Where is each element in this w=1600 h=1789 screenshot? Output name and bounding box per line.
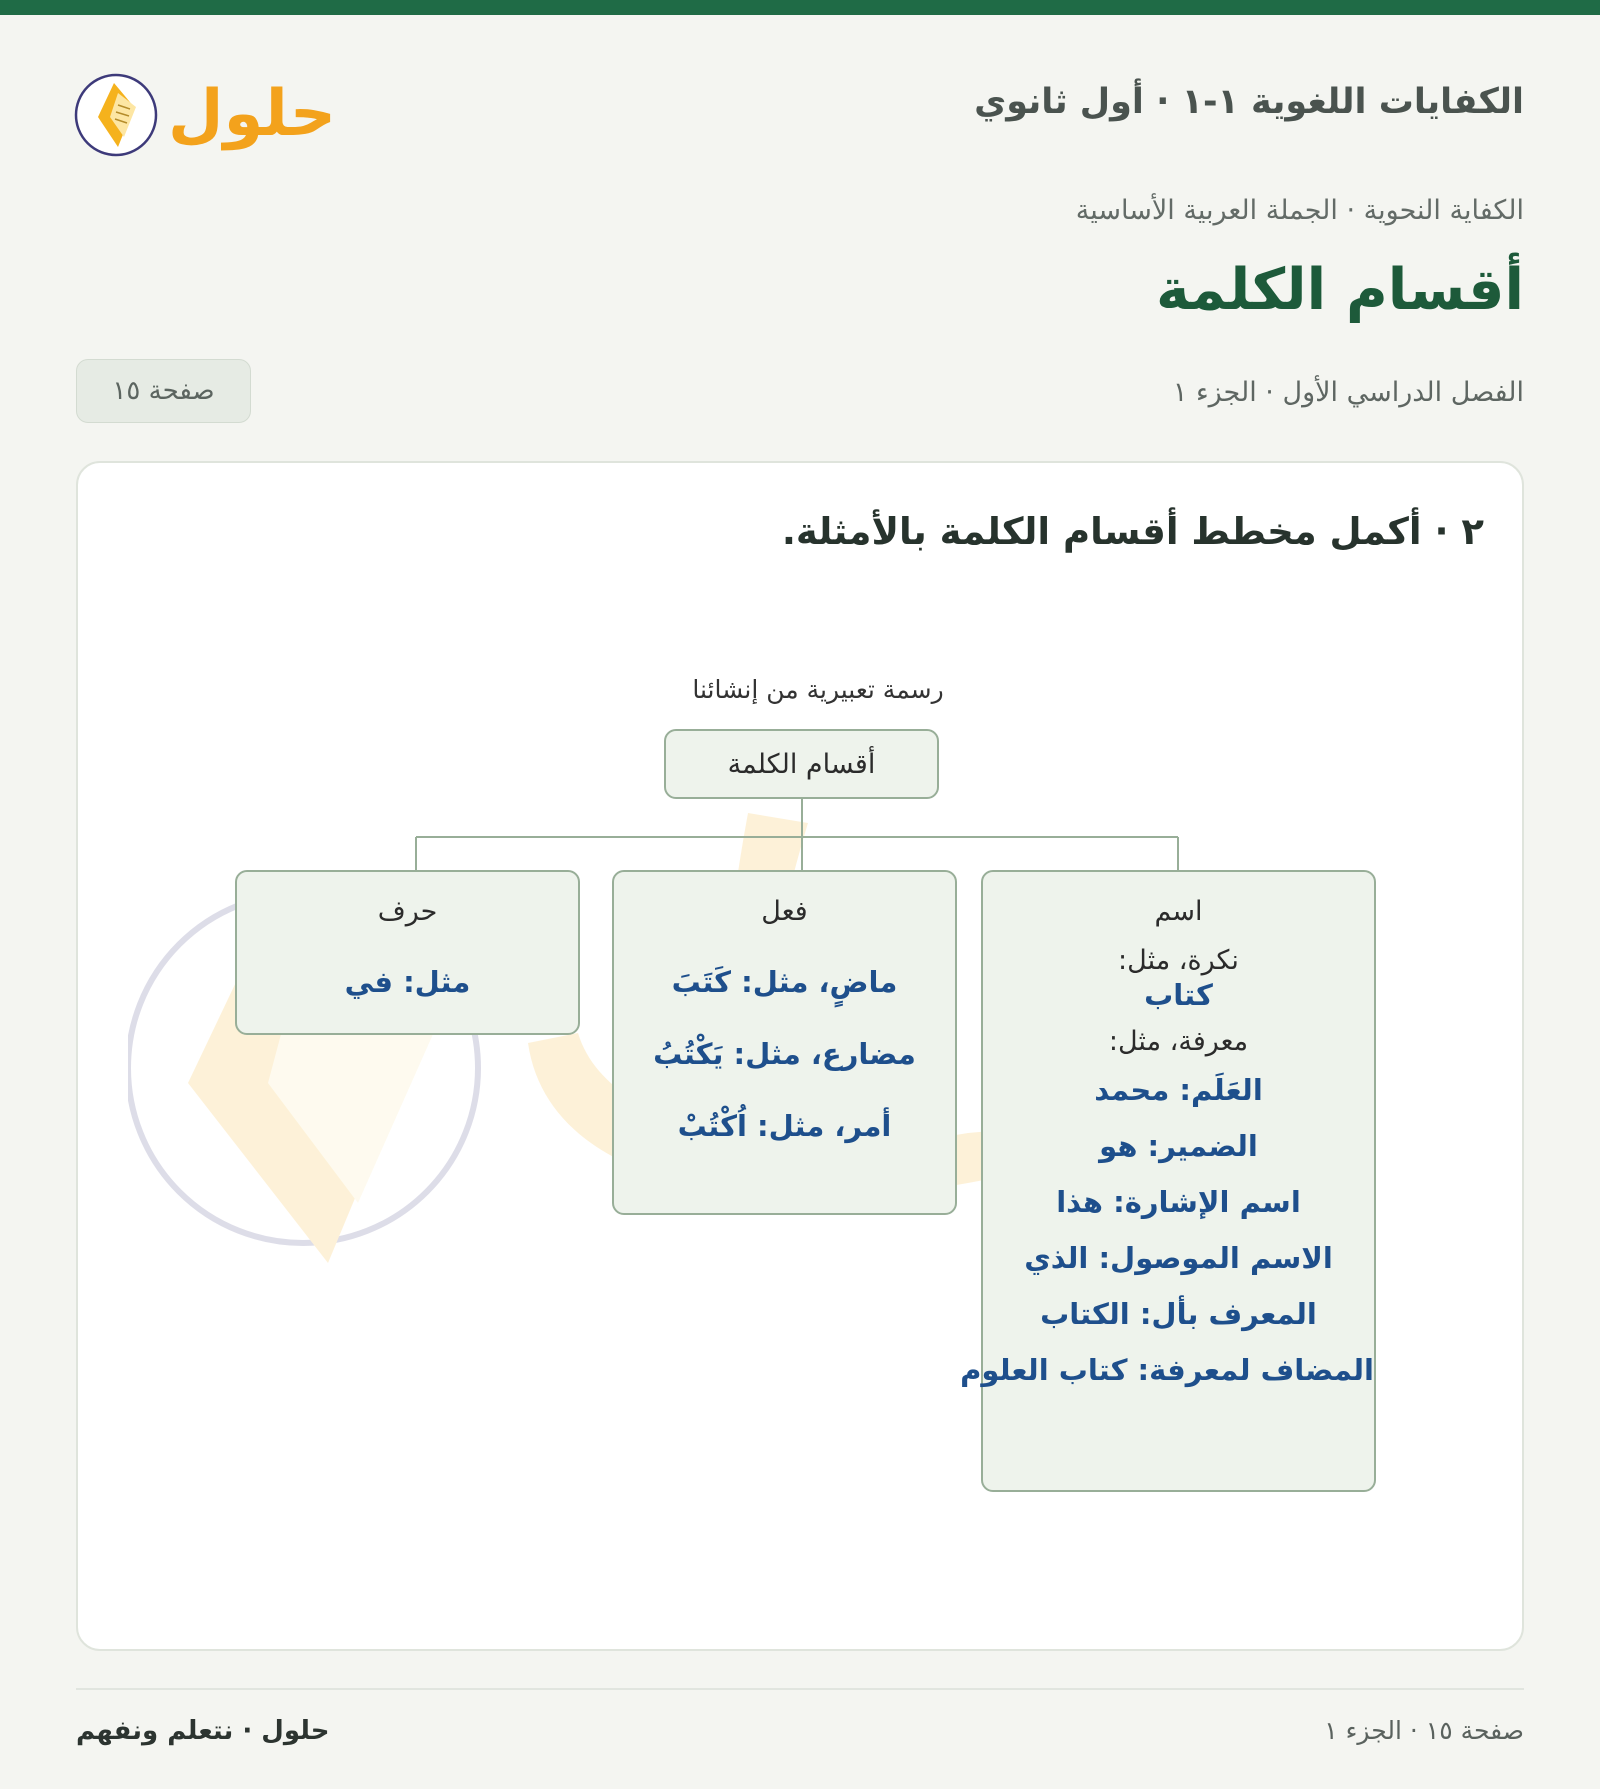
footer-page-info: صفحة ١٥ · الجزء ١: [1324, 1716, 1524, 1745]
verb-example: أمر، مثل: اُكْتُبْ: [677, 1109, 892, 1143]
particle-title: حرف: [377, 896, 438, 927]
hulool-logo: [74, 55, 334, 160]
verb-example: ماضٍ، مثل: كَتَبَ: [671, 965, 898, 999]
footer-divider: [76, 1688, 1524, 1690]
indefinite-label: نكرة، مثل:: [1118, 945, 1239, 976]
definite-example: الضمير: هو: [1099, 1129, 1258, 1163]
definite-label: معرفة، مثل:: [1108, 1026, 1249, 1057]
verb-title: فعل: [761, 896, 808, 927]
page-title: أقسام الكلمة: [1155, 257, 1524, 323]
definite-example: المضاف لمعرفة: كتاب العلوم: [960, 1353, 1374, 1387]
verb-node: [612, 870, 957, 1215]
exercise-card: [76, 461, 1524, 1651]
definite-example: الاسم الموصول: الذي: [1024, 1241, 1333, 1275]
definite-example: المعرف بأل: الكتاب: [1040, 1297, 1317, 1331]
particle-node: [235, 870, 580, 1035]
definite-example: العَلَم: محمد: [1094, 1073, 1263, 1107]
question-text: ٢ · أكمل مخطط أقسام الكلمة بالأمثلة.: [781, 510, 1484, 553]
root-node: أقسام الكلمة: [664, 729, 939, 799]
page-number-badge: صفحة ١٥: [76, 359, 251, 423]
noun-node: [960, 870, 1376, 1492]
diagram-caption: رسمة تعبيرية من إنشائنا: [692, 675, 944, 704]
logo-wordmark: حلول: [168, 77, 334, 151]
course-title: الكفايات اللغوية ١-١ · أول ثانوي: [974, 82, 1524, 122]
definite-example: اسم الإشارة: هذا: [1056, 1185, 1301, 1219]
breadcrumb: الكفاية النحوية · الجملة العربية الأساسية: [1075, 195, 1524, 226]
semester-label: الفصل الدراسي الأول · الجزء ١: [1172, 377, 1524, 408]
indefinite-example: كتاب: [1144, 978, 1213, 1012]
noun-title: اسم: [1154, 896, 1203, 927]
particle-example: مثل: في: [344, 965, 471, 999]
footer-brand: حلول · نتعلم ونفهم: [76, 1716, 330, 1746]
top-accent-bar: [0, 0, 1600, 15]
verb-example: مضارع، مثل: يَكْتُبُ: [653, 1037, 916, 1071]
